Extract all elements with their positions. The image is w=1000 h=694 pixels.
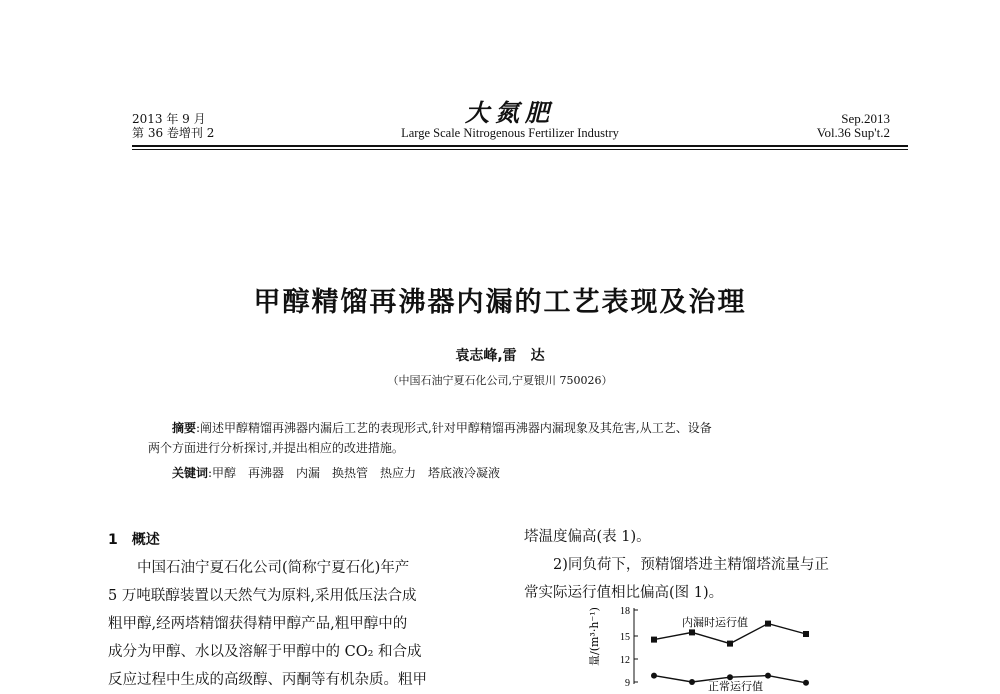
header-center xyxy=(380,100,640,140)
keywords-text: :甲醇 再沸器 内漏 换热管 热应力 塔底液冷凝液 xyxy=(208,466,501,480)
y-tick-label: 15 xyxy=(620,632,630,643)
data-point-normal xyxy=(651,673,657,679)
header-right xyxy=(817,112,890,140)
header-rule-thick xyxy=(132,145,908,147)
body-line: 2)同负荷下，预精馏塔进主精馏塔流量与正 xyxy=(553,557,829,573)
journal-logo: 大氮肥 xyxy=(465,98,555,127)
data-point-leak xyxy=(689,629,695,635)
y-tick-label: 18 xyxy=(620,606,630,617)
figure-1-chart xyxy=(588,604,840,693)
abstract-label: 摘要 xyxy=(172,421,197,435)
abstract-text-1: :阐述甲醇精馏再沸器内漏后工艺的表现形式,针对甲醇精馏再沸器内漏现象及其危害,从工艺、设备 xyxy=(196,421,712,435)
data-point-normal xyxy=(689,679,695,685)
y-tick-label: 12 xyxy=(620,655,630,666)
body-line: 粗甲醇,经两塔精馏获得精甲醇产品,粗甲醇中的 xyxy=(108,616,408,632)
data-point-leak xyxy=(727,641,733,647)
body-line: 反应过程中生成的高级醇、丙酮等有机杂质。粗甲 xyxy=(108,672,427,688)
chart-series-group xyxy=(651,621,809,686)
header-date-en: Sep.2013 xyxy=(841,111,890,126)
data-point-leak xyxy=(803,631,809,637)
abstract-line-2: 两个方面进行分析探讨,并提出相应的改进措施。 xyxy=(148,441,404,455)
data-point-normal xyxy=(803,680,809,686)
legend-leak-series: 内漏时运行值 xyxy=(682,616,748,629)
header-volume-en: Vol.36 Sup't.2 xyxy=(816,125,890,140)
header-left xyxy=(132,112,214,140)
paper-authors: 袁志峰,雷 达 xyxy=(455,348,545,364)
body-line: 塔温度偏高(表 1)。 xyxy=(524,529,651,545)
y-tick-label: 9 xyxy=(625,678,630,689)
y-axis-label: 量/(m³·h⁻¹) xyxy=(588,607,601,666)
legend-normal-series: 正常运行值 xyxy=(708,680,763,693)
body-line: 中国石油宁夏石化公司(简称宁夏石化)年产 xyxy=(137,560,410,576)
right-column xyxy=(524,523,914,607)
journal-name-en: Large Scale Nitrogenous Fertilizer Industry xyxy=(401,126,619,140)
header-volume-cn: 第 36 卷增刊 2 xyxy=(132,126,215,140)
body-line: 5 万吨联醇装置以天然气为原料,采用低压法合成 xyxy=(108,588,417,604)
abstract xyxy=(148,418,874,458)
data-point-normal xyxy=(765,673,771,679)
abstract-line-1 xyxy=(148,418,874,438)
keywords xyxy=(172,464,500,481)
paper-title: 甲醇精馏再沸器内漏的工艺表现及治理 xyxy=(253,287,747,318)
paper-affiliation: （中国石油宁夏石化公司,宁夏银川 750026） xyxy=(387,374,613,387)
y-ticks xyxy=(620,606,638,689)
body-line: 成分为甲醇、水以及溶解于甲醇中的 CO₂ 和合成 xyxy=(108,644,422,660)
section-heading-overview: 1 概述 xyxy=(108,532,160,548)
data-point-leak xyxy=(765,621,771,627)
data-point-normal xyxy=(727,674,733,680)
header-date-cn: 2013 年 9 月 xyxy=(132,112,206,126)
body-line: 常实际运行值相比偏高(图 1)。 xyxy=(524,585,724,601)
left-column xyxy=(108,526,500,694)
keywords-label: 关键词 xyxy=(172,466,209,480)
header-rule-thin xyxy=(132,149,908,150)
data-point-leak xyxy=(651,637,657,643)
